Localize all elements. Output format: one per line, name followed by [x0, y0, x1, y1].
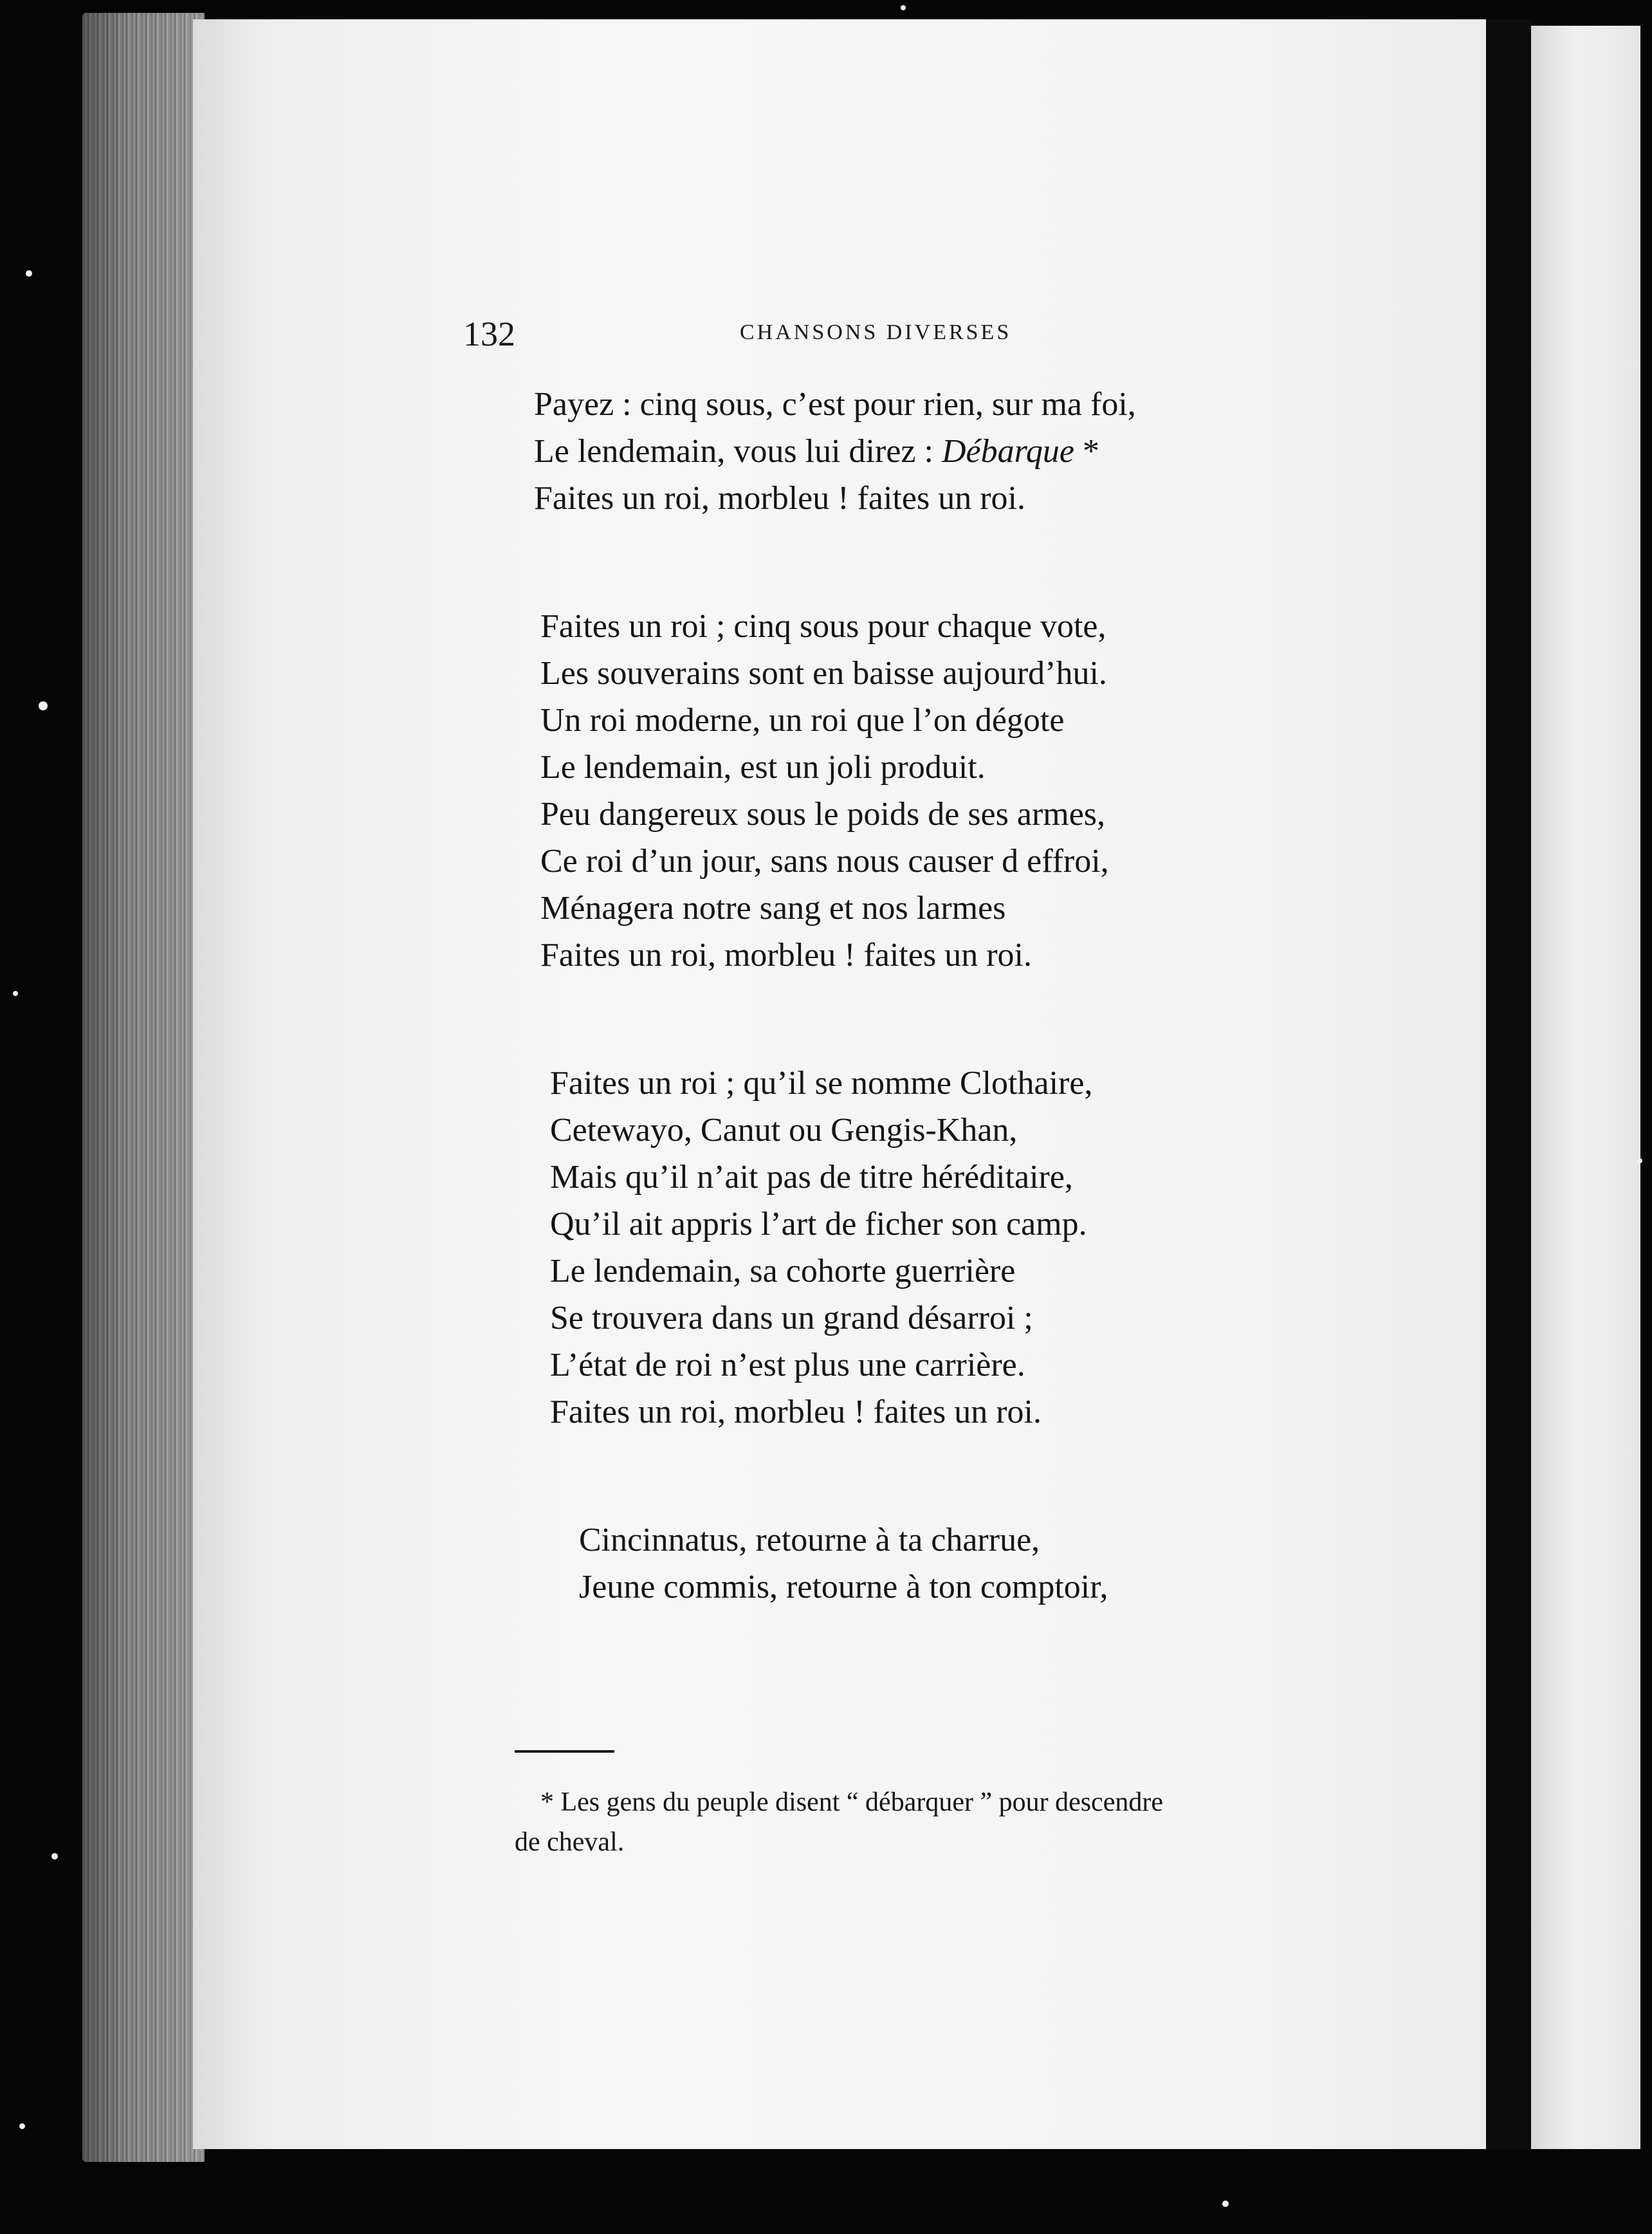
verse-line: Le lendemain, sa cohorte guerrière: [550, 1253, 1016, 1289]
verse-line: Faites un roi ; qu’il se nomme Clothaire,: [550, 1065, 1093, 1102]
page-header: [463, 314, 1299, 353]
scan-speck: [26, 270, 32, 277]
running-head: CHANSONS DIVERSES: [740, 320, 1012, 344]
verse-line: Faites un roi, morbleu ! faites un roi.: [540, 937, 1032, 974]
scan-speck: [19, 2123, 25, 2129]
verse-line: Payez : cinq sous, c’est pour rien, sur ma foi,: [534, 386, 1136, 423]
stanza-3: [550, 1060, 1370, 1435]
verse-line: Jeune commis, retourne à ton comptoir,: [579, 1569, 1108, 1605]
verse-line: Peu dangereux sous le poids de ses armes,: [540, 796, 1106, 833]
verse-line: Cetewayo, Canut ou Gengis-Khan,: [550, 1112, 1018, 1149]
verse-line: Ce roi d’un jour, sans nous causer d effroi,: [540, 843, 1109, 880]
footnote-line: * Les gens du peuple disent “ débarquer ” pour descendre: [540, 1787, 1163, 1817]
footnote: [515, 1782, 1383, 1862]
verse-line: Mais qu’il n’ait pas de titre héréditaire,: [550, 1159, 1073, 1195]
verse-line: Cincinnatus, retourne à ta charrue,: [579, 1522, 1040, 1558]
page-edges: [82, 13, 205, 2162]
scan-speck: [1637, 1158, 1642, 1163]
facing-page: [1531, 26, 1640, 2149]
scan-speck: [13, 991, 18, 996]
verse-line: Le lendemain, est un joli produit.: [540, 749, 986, 786]
scan-speck: [51, 1853, 58, 1860]
stanza-4: [579, 1517, 1370, 1611]
stanza-1: [534, 381, 1370, 522]
book-gutter: [1486, 19, 1531, 2149]
verse-line: Se trouvera dans un grand désarroi ;: [550, 1300, 1033, 1336]
verse-line: Faites un roi, morbleu ! faites un roi.: [550, 1394, 1042, 1430]
stanza-2: [540, 603, 1370, 979]
scan-speck: [1222, 2201, 1229, 2207]
verse-line: Ménagera notre sang et nos larmes: [540, 890, 1006, 927]
verse-line-text: Le lendemain, vous lui direz :: [534, 433, 933, 470]
poem: [534, 381, 1370, 1611]
italic-word: Débarque: [941, 433, 1074, 470]
verse-line: Un roi moderne, un roi que l’on dégote: [540, 702, 1065, 739]
footnote-marker: *: [1082, 433, 1099, 470]
verse-line: Faites un roi ; cinq sous pour chaque vote,: [540, 608, 1106, 645]
verse-line: Qu’il ait appris l’art de ficher son camp.: [550, 1206, 1087, 1242]
footnote-line: de cheval.: [515, 1827, 625, 1857]
page-number: 132: [463, 315, 515, 353]
scan-speck: [39, 701, 48, 710]
footnote-rule: [515, 1750, 614, 1753]
verse-line: L’état de roi n’est plus une carrière.: [550, 1347, 1025, 1383]
verse-line: Faites un roi, morbleu ! faites un roi.: [534, 480, 1025, 517]
verse-line: [534, 428, 1370, 475]
scan-speck: [901, 5, 906, 10]
verse-line: Les souverains sont en baisse aujourd’hui.: [540, 655, 1107, 692]
